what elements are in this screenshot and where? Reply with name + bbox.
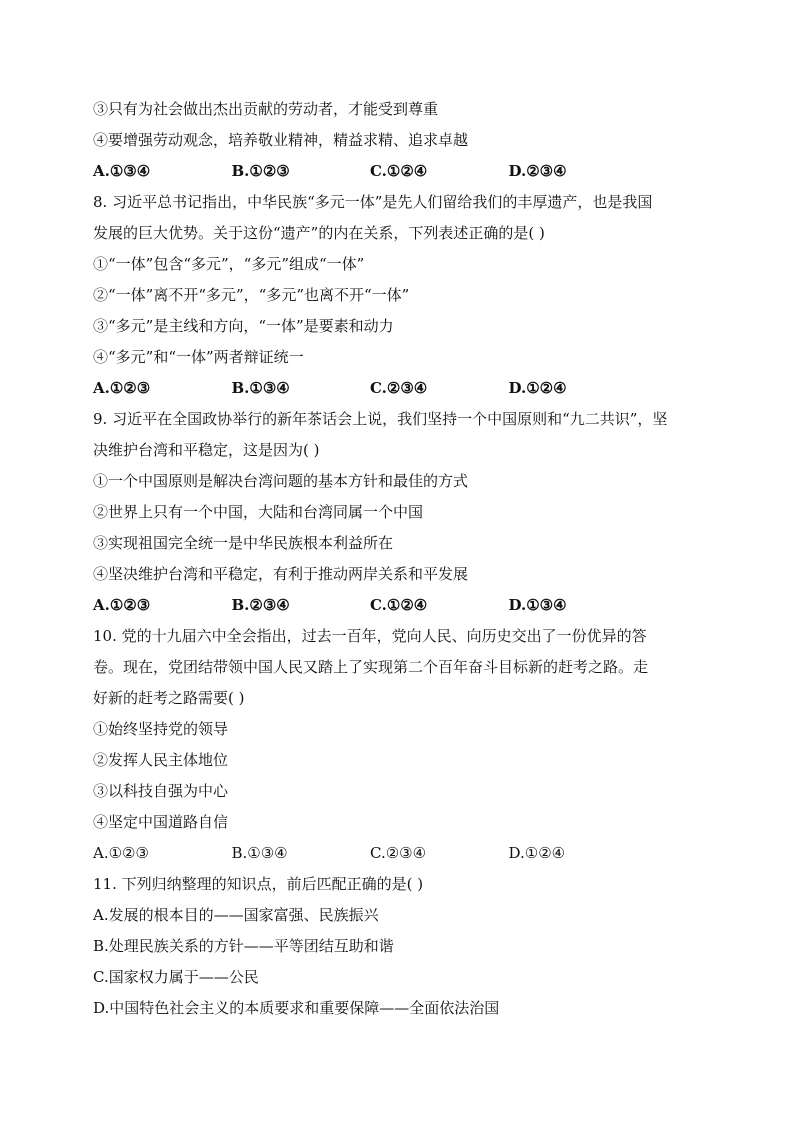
- text-line: ④坚定中国道路自信: [93, 813, 229, 831]
- text-line: 决维护台湾和平稳定，这是因为( ): [93, 441, 320, 459]
- answer-option: A.①②③: [93, 379, 151, 397]
- text-line: 卷。现在，党团结带领中国人民又踏上了实现第二个百年奋斗目标新的赶考之路。走: [93, 658, 649, 676]
- text-line: ②世界上只有一个中国，大陆和台湾同属一个中国: [93, 503, 424, 521]
- text-line: ②“一体”离不开“多元”，“多元”也离不开“一体”: [93, 286, 410, 304]
- text-line: 好新的赶考之路需要( ): [93, 689, 245, 707]
- text-line: D.中国特色社会主义的本质要求和重要保障——全面依法治国: [93, 999, 500, 1017]
- answer-option: A.①②③: [93, 596, 151, 614]
- text-line: 11. 下列归纳整理的知识点，前后匹配正确的是( ): [93, 875, 424, 893]
- text-line: A.发展的根本目的——国家富强、民族振兴: [93, 906, 379, 924]
- text-line: ③“多元”是主线和方向，“一体”是要素和动力: [93, 317, 394, 335]
- text-line: ④要增强劳动观念，培养敬业精神，精益求精、追求卓越: [93, 131, 469, 149]
- answer-option: C.①②④: [370, 596, 428, 614]
- answer-option: A.①③④: [93, 162, 151, 180]
- answer-option: B.①③④: [231, 379, 290, 397]
- answer-option: A.①②③: [93, 844, 149, 862]
- answer-option: C.①②④: [370, 162, 428, 180]
- answer-options-row: [93, 838, 705, 869]
- answer-option: C.②③④: [370, 844, 427, 862]
- answer-option: D.①②④: [508, 379, 567, 397]
- text-line: ③只有为社会做出杰出贡献的劳动者，才能受到尊重: [93, 100, 439, 118]
- answer-option: D.②③④: [508, 162, 567, 180]
- text-line: ①“一体”包含“多元”，“多元”组成“一体”: [93, 255, 365, 273]
- text-line: ①一个中国原则是解决台湾问题的基本方针和最佳的方式: [93, 472, 469, 490]
- text-line: 10. 党的十九届六中全会指出，过去一百年，党向人民、向历史交出了一份优异的答: [93, 627, 647, 645]
- answer-option: D.①②④: [508, 844, 566, 862]
- answer-option: B.①②③: [231, 162, 290, 180]
- answer-options-row: [93, 373, 705, 404]
- answer-options-row: [93, 590, 705, 621]
- answer-option: B.①③④: [231, 844, 288, 862]
- text-line: ④“多元”和“一体”两者辩证统一: [93, 348, 304, 366]
- text-line: ②发挥人民主体地位: [93, 751, 229, 769]
- text-line: 发展的巨大优势。关于这份“遗产”的内在关系，下列表述正确的是( ): [93, 224, 545, 242]
- text-line: 9. 习近平在全国政协举行的新年茶话会上说，我们坚持一个中国原则和“九二共识”，坚: [93, 410, 668, 428]
- text-line: C.国家权力属于——公民: [93, 968, 259, 986]
- document-page: [93, 94, 705, 1024]
- text-line: ③以科技自强为中心: [93, 782, 229, 800]
- text-line: 8. 习近平总书记指出，中华民族“多元一体”是先人们留给我们的丰厚遗产，也是我国: [93, 193, 653, 211]
- answer-option: D.①③④: [508, 596, 567, 614]
- answer-option: B.②③④: [231, 596, 290, 614]
- text-line: ③实现祖国完全统一是中华民族根本利益所在: [93, 534, 394, 552]
- answer-option: C.②③④: [370, 379, 428, 397]
- answer-options-row: [93, 156, 705, 187]
- text-line: ①始终坚持党的领导: [93, 720, 229, 738]
- text-line: ④坚决维护台湾和平稳定，有利于推动两岸关系和平发展: [93, 565, 469, 583]
- text-line: B.处理民族关系的方针——平等团结互助和谐: [93, 937, 394, 955]
